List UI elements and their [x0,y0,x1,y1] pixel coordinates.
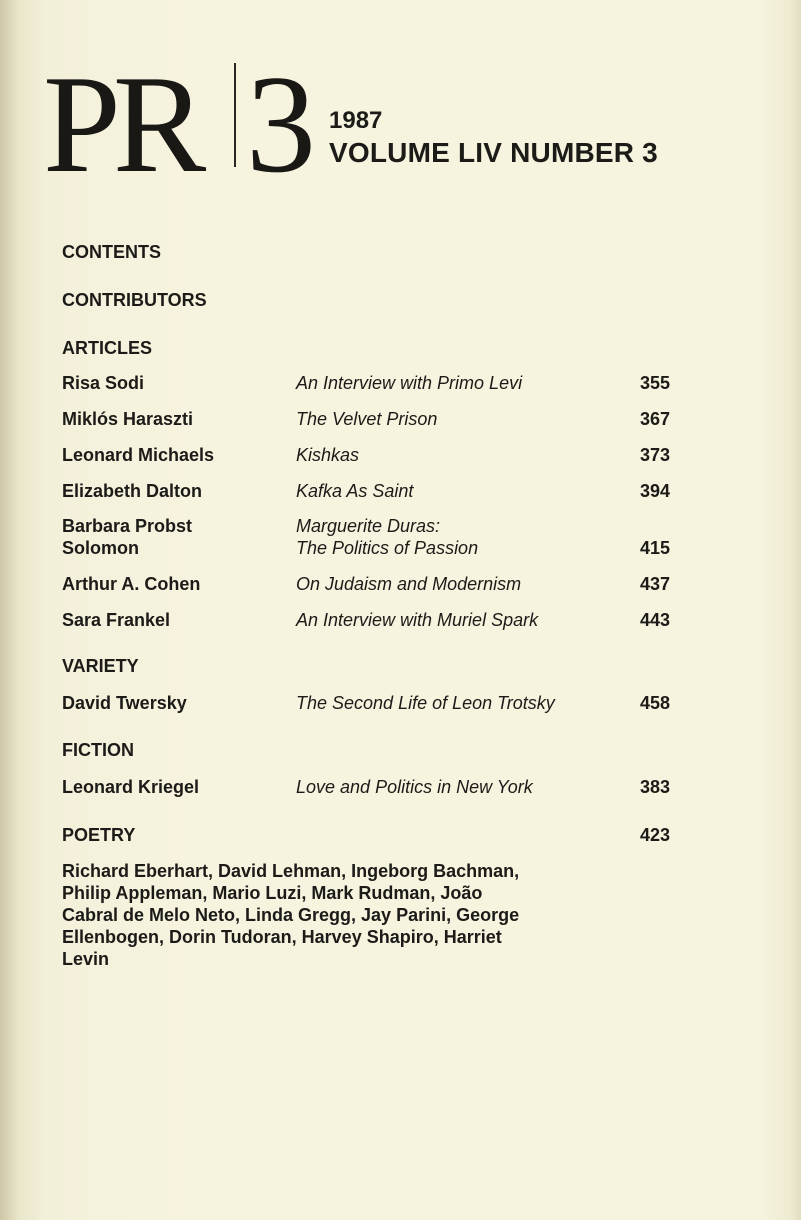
poets-line: Richard Eberhart, David Lehman, Ingeborg Bachman, [62,861,520,881]
entry-title: On Judaism and Modernism [296,574,522,594]
poets-line: Cabral de Melo Neto, Linda Gregg, Jay Parini, George [62,905,520,925]
logo-divider [234,63,236,167]
entry-author: Sara Frankel [62,610,171,630]
entry-author: Leonard Michaels [62,445,215,465]
entry-title: Kafka As Saint [296,481,414,501]
entry-page: 373 [640,445,671,465]
section-fiction: FICTION [62,740,134,760]
entry-title: The Velvet Prison [296,409,438,429]
entry-page: 367 [640,409,671,429]
entry-author-continued: Solomon [62,538,139,558]
entry-title: Marguerite Duras: [296,516,441,536]
entry-page: 423 [640,825,671,845]
issue-year: 1987 [329,107,383,134]
poets-line: Philip Appleman, Mario Luzi, Mark Rudman, João [62,883,483,903]
issue-numeral: 3 [246,47,316,202]
toc-entry[interactable] [62,515,674,561]
entry-author: Barbara Probst [62,516,193,536]
entry-title: An Interview with Muriel Spark [296,610,539,630]
entry-author: Elizabeth Dalton [62,481,203,501]
poets-line: Ellenbogen, Dorin Tudoran, Harvey Shapiro, Harriet [62,927,502,947]
entry-author: David Twersky [62,693,187,713]
section-contributors[interactable]: CONTRIBUTORS [62,290,207,310]
entry-author: Risa Sodi [62,373,145,393]
entry-title: An Interview with Primo Levi [296,373,523,393]
section-poetry: POETRY [62,825,136,845]
section-variety: VARIETY [62,656,139,676]
section-contents[interactable]: CONTENTS [62,242,161,262]
entry-author: Leonard Kriegel [62,777,200,797]
entry-page: 443 [640,610,671,630]
section-articles: ARTICLES [62,338,152,358]
entry-page: 394 [640,481,671,501]
logo-pr: PR [43,47,199,202]
entry-page: 383 [640,777,671,797]
entry-author: Arthur A. Cohen [62,574,201,594]
entry-author: Miklós Haraszti [62,409,194,429]
masthead [43,47,743,202]
entry-page: 355 [640,373,671,393]
poets-line: Levin [62,949,110,969]
entry-page: 437 [640,574,671,594]
poetry-contributors [62,860,582,970]
entry-title-continued: The Politics of Passion [296,538,479,558]
entry-title: Kishkas [296,445,360,465]
volume-number: VOLUME LIV NUMBER 3 [329,137,658,168]
entry-title: The Second Life of Leon Trotsky [296,693,555,713]
entry-title: Love and Politics in New York [296,777,533,797]
entry-page: 415 [640,538,671,558]
entry-page: 458 [640,693,671,713]
